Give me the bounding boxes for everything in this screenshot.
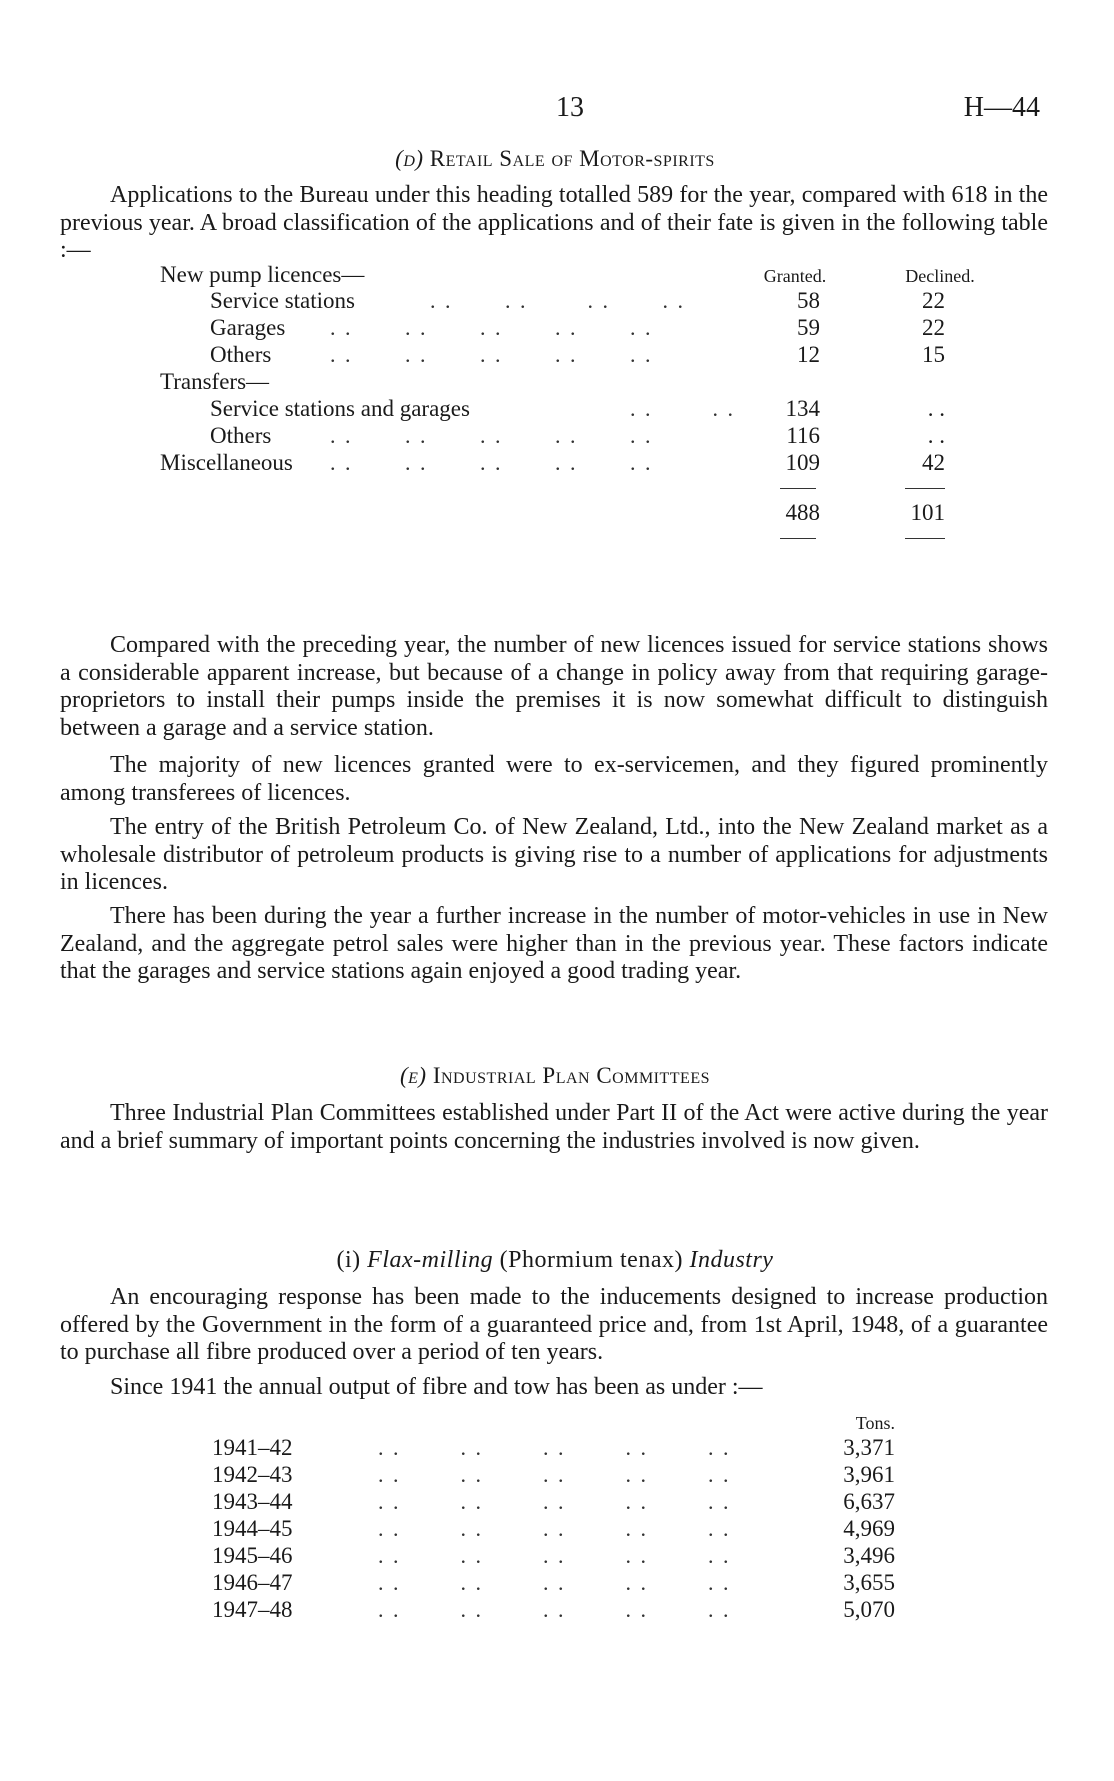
section-d-label: (d) <box>395 146 424 171</box>
subsection-i-paragraph: An encouraging response has been made to the inducements designed to increase production offered by the Government in the form of a guaranteed price and, from 1st April, 1948, of a guarantee to purchase all fibre produced over a period of ten years. <box>60 1284 1048 1365</box>
table-cell-granted: 134 <box>785 396 820 421</box>
output-tons: 3,655 <box>843 1570 895 1595</box>
subsection-i-paragraph: Since 1941 the annual output of fibre and tow has been as under :— <box>110 1374 763 1400</box>
table-cell-granted: 58 <box>797 288 820 313</box>
subsection-i-title-b: (Phormium tenax) <box>499 1247 683 1273</box>
page-number: 13 <box>556 92 584 123</box>
output-year: 1945–46 <box>212 1543 293 1568</box>
output-tons: 4,969 <box>843 1516 895 1541</box>
document-code: H—44 <box>963 92 1040 123</box>
table-row-label: Others <box>210 342 272 367</box>
table-cell-granted: 59 <box>797 315 820 340</box>
output-tons: 3,496 <box>843 1543 895 1568</box>
table-cell-declined: 42 <box>922 450 945 475</box>
table-row-label: Miscellaneous <box>160 450 293 475</box>
subsection-i-heading <box>60 1247 1050 1274</box>
table-cell-declined: 22 <box>922 288 945 313</box>
output-year: 1943–44 <box>212 1489 293 1514</box>
subsection-i-title-a: Flax-milling <box>367 1247 494 1273</box>
table-cell-declined: 15 <box>922 342 945 367</box>
section-d-paragraph: The majority of new licences granted were to ex-servicemen, and they figured prominently among transferees of licences. <box>60 752 1048 806</box>
output-year: 1944–45 <box>212 1516 293 1541</box>
output-year: 1946–47 <box>212 1570 293 1595</box>
table-group-new-pump: New pump licences— <box>160 262 365 287</box>
section-e-paragraph: Three Industrial Plan Committees established under Part II of the Act were active during the year and a brief summary of important points concerning the industries involved is now given. <box>60 1100 1048 1154</box>
table-cell-declined: . . <box>927 423 945 448</box>
table-row-label: Garages <box>210 315 286 340</box>
section-d-heading <box>60 146 1050 172</box>
section-e-heading <box>60 1063 1050 1089</box>
output-tons: 3,371 <box>843 1435 895 1460</box>
subsection-i-title-c: Industry <box>689 1247 774 1273</box>
section-d-paragraph: Compared with the preceding year, the number of new licences issued for service stations shows a considerable apparent increase, but because of a change in policy away from that requiring garage-proprietors to install their pumps inside the premises it is now somewhat difficult to distinguish between a garage and a service station. <box>60 632 1048 741</box>
table-row-label: Service stations and garages <box>210 396 470 421</box>
col-header-granted: Granted. <box>763 266 827 286</box>
document-page: 13 H—44 (d) Retail Sale of Motor-spirits Applications to the Bureau under this heading totalled 589 for the year, compared with 618 in the previous year. A broad classification of the applications and of their fate is given in the following table :— New pump licences— Granted. Declined. Service stations . . . . . . . . 58 22 Garages . . . . . . . . . . 59 22 Others . . . . . . . . . . 12 15 Transfers— Service stations and garages . . . . 134 . . Others . . . . . . . . . . 116 . . Miscellaneous . . . . . . . . . . 109 42 488 101 Compared with the preceding year, the number of new licences issued for service stations shows a considerable apparent increase, but because of a change in policy away from that requiring garage-proprietors to install their pumps inside the premises it is now somewhat difficult to distinguish between a garage and a service station. The majority of new licences granted were to ex-servicemen, and they figured prominently among transferees of licences. The entry of the British Petroleum Co. of New Zealand, Ltd., into the New Zealand market as a wholesale distributor of petroleum products is giving rise to a number of applications for adjustments in licences. There has been during the year a further increase in the number of motor-vehicles in use in New Zealand, and the aggregate petrol sales were higher than in the previous year. These factors indicate that the garages and service stations again enjoyed a good trading year. (e) Industrial Plan Committees Three Industrial Plan Committees established under Part II of the Act were active during the year and a brief summary of important points concerning the industries involved is now given. (i) Flax-milling (Phormium tenax) Industry An encouraging response has been made to the inducements designed to increase production offered by the Government in the form of a guaranteed price and, from 1st April, 1948, of a guarantee to purchase all fibre produced over a period of ten years. Since 1941 the annual output of fibre and tow has been as under :— Tons. 1941–42 . . . . . . . . . . 3,371 1942–43 . . . . . . . . . . 3,961 1943–44 . . . . . . . . . . 6,637 1944–45 . . . . . . . . . . 4,969 1945–46 . . . . . . . . . . 3,496 1946–47 . . . . . . . . . . 3,655 1947–48 . . . . . . . . . . 5,070 <box>60 92 1048 1622</box>
table-cell-declined: . . <box>927 396 945 421</box>
table-cell-declined: 22 <box>922 315 945 340</box>
section-e-title: Industrial Plan Committees <box>432 1063 710 1088</box>
total-granted: 488 <box>785 500 820 525</box>
total-declined: 101 <box>910 500 945 525</box>
output-year: 1942–43 <box>212 1462 293 1487</box>
total-rule-top <box>780 488 816 489</box>
output-tons: 5,070 <box>843 1597 895 1622</box>
table-row-label: Service stations <box>210 288 355 313</box>
total-rule-bottom <box>780 538 816 539</box>
output-year: 1941–42 <box>212 1435 293 1460</box>
table-row-label: Others <box>210 423 272 448</box>
table-group-transfers: Transfers— <box>160 369 270 394</box>
col-header-tons: Tons. <box>855 1413 895 1433</box>
table-cell-granted: 12 <box>797 342 820 367</box>
section-d-title: Retail Sale of Motor-spirits <box>429 146 715 171</box>
subsection-i-label: (i) <box>336 1247 361 1273</box>
section-d-paragraph: The entry of the British Petroleum Co. of New Zealand, Ltd., into the New Zealand market as a wholesale distributor of petroleum products is giving rise to a number of applications for adjustments in licences. <box>60 814 1048 895</box>
section-d-intro: Applications to the Bureau under this heading totalled 589 for the year, compared with 618 in the previous year. A broad classification of the applications and of their fate is given in the following table :— <box>60 182 1048 263</box>
table-cell-granted: 116 <box>786 423 820 448</box>
section-d-paragraph: There has been during the year a further increase in the number of motor-vehicles in use in New Zealand, and the aggregate petrol sales were higher than in the previous year. These factors indicate that the garages and service stations again enjoyed a good trading year. <box>60 903 1048 984</box>
total-rule-top <box>905 488 945 489</box>
col-header-declined: Declined. <box>905 266 975 286</box>
total-rule-bottom <box>905 538 945 539</box>
output-tons: 6,637 <box>843 1489 895 1514</box>
output-year: 1947–48 <box>212 1597 293 1622</box>
output-tons: 3,961 <box>843 1462 895 1487</box>
table-cell-granted: 109 <box>785 450 820 475</box>
section-e-label: (e) <box>399 1063 427 1088</box>
